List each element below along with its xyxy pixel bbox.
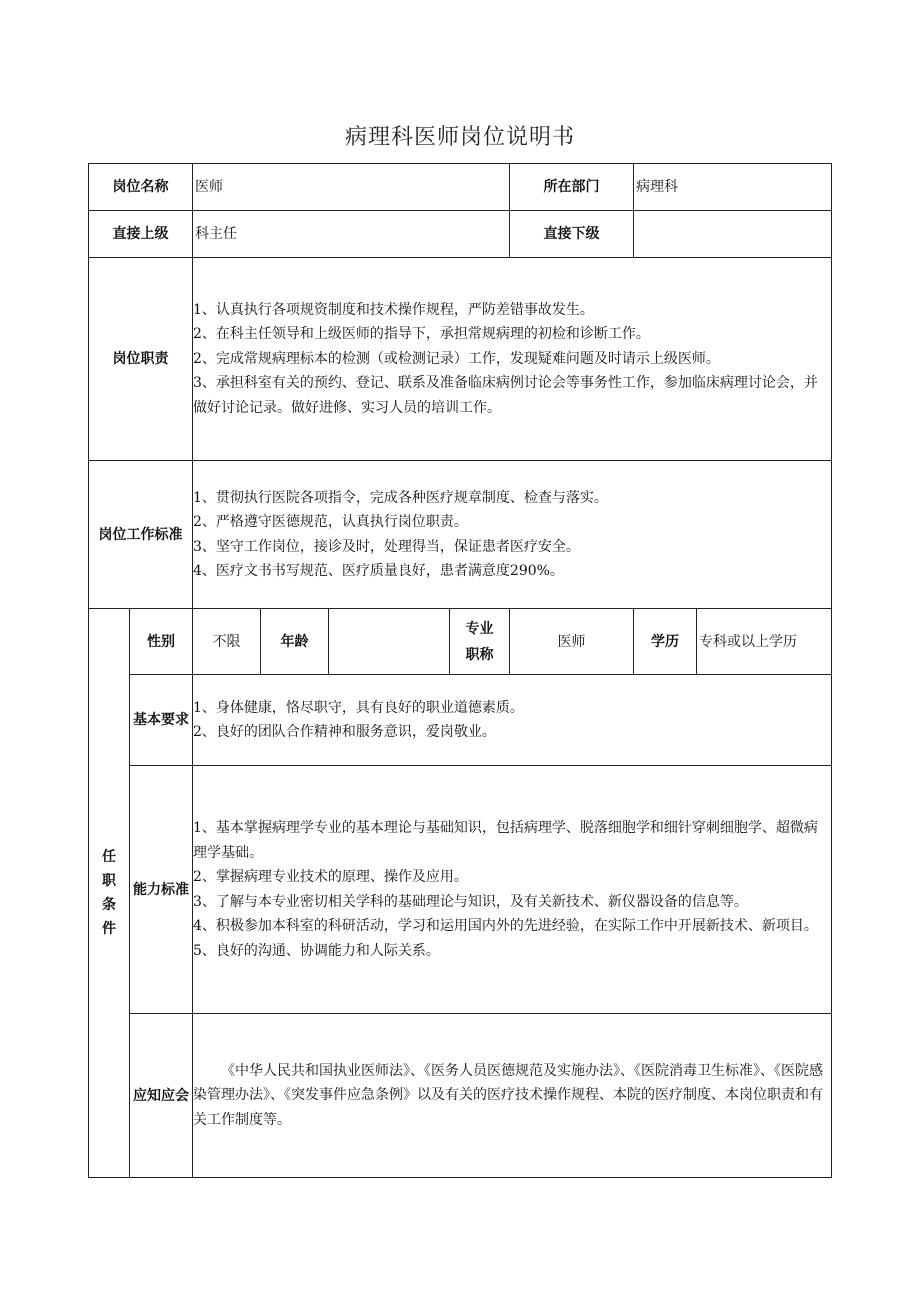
- qualifications-label: 任 职 条 件: [89, 609, 130, 1178]
- duty-item: 3、承担科室有关的预约、登记、联系及准备临床病例讨论会等事务性工作，参加临床病理讨论会，并做好讨论记录。做好进修、实习人员的培训工作。: [193, 375, 818, 416]
- row-duties: [89, 258, 832, 461]
- basic-requirement-item: 1、身体健康，恪尽职守，具有良好的职业道德素质。: [193, 699, 524, 716]
- ability-item: 1、基本掌握病理学专业的基本理论与基础知识，包括病理学、脱落细胞学和细针穿刺细胞学、超微病理学基础。: [193, 820, 818, 861]
- standard-item: 2、严格遵守医德规范，认真执行岗位职责。: [193, 514, 468, 530]
- age-label: 年龄: [261, 609, 329, 675]
- superior-label: 直接上级: [89, 211, 193, 258]
- department-label: 所在部门: [510, 164, 634, 211]
- row-standards: [89, 461, 832, 609]
- basic-requirements-content: [193, 675, 832, 766]
- duty-item: 1、认真执行各项规资制度和技术操作规程，严防差错事故发生。: [193, 301, 594, 318]
- education-value: 专科或以上学历: [697, 609, 832, 675]
- row-ability: [89, 766, 832, 1014]
- standard-item: 4、医疗文书书写规范、医疗质量良好，患者满意度290%。: [193, 563, 564, 579]
- standards-label: 岗位工作标准: [89, 461, 193, 609]
- duty-item: 2、在科主任领导和上级医师的指导下，承担常规病理的初检和诊断工作。: [193, 326, 650, 343]
- row-basic-info: [89, 609, 832, 675]
- ability-item: 2、掌握病理专业技术的原理、操作及应用。: [193, 869, 468, 885]
- age-value: [329, 609, 450, 675]
- department-value: 病理科: [634, 164, 832, 211]
- standard-item: 1、贯彻执行医院各项指令，完成各种医疗规章制度、检查与落实。: [193, 489, 608, 506]
- education-label: 学历: [634, 609, 697, 675]
- knowledge-label: 应知应会: [130, 1014, 193, 1178]
- position-name-value: 医师: [193, 164, 510, 211]
- duty-item: 2、完成常规病理标本的检测（或检测记录）工作，发现疑难问题及时请示上级医师。: [193, 350, 720, 367]
- standards-content: [193, 461, 832, 609]
- duties-label: 岗位职责: [89, 258, 193, 461]
- professional-title-value: 医师: [510, 609, 634, 675]
- standard-item: 3、坚守工作岗位，接诊及时，处理得当，保证患者医疗安全。: [193, 538, 580, 555]
- position-name-label: 岗位名称: [89, 164, 193, 211]
- ability-item: 5、良好的沟通、协调能力和人际关系。: [193, 942, 440, 959]
- row-position-name: [89, 164, 832, 211]
- basic-requirement-item: 2、良好的团队合作精神和服务意识，爱岗敬业。: [193, 724, 496, 740]
- gender-value: 不限: [193, 609, 261, 675]
- basic-requirements-label: 基本要求: [130, 675, 193, 766]
- subordinate-label: 直接下级: [510, 211, 634, 258]
- page-title: 病理科医师岗位说明书: [344, 125, 575, 150]
- ability-item: 3、了解与本专业密切相关学科的基础理论与知识，及有关新技术、新仪器设备的信息等。: [193, 893, 748, 910]
- subordinate-value: [634, 211, 832, 258]
- row-superior: [89, 211, 832, 258]
- knowledge-content: [193, 1014, 832, 1178]
- ability-item: 4、积极参加本科室的科研活动，学习和运用国内外的先进经验，在实际工作中开展新技术、新项目。: [193, 918, 818, 934]
- ability-content: [193, 766, 832, 1014]
- ability-label: 能力标准: [130, 766, 193, 1014]
- row-knowledge: [89, 1014, 832, 1178]
- duties-content: [193, 258, 832, 461]
- professional-title-label: 专业 职称: [450, 609, 510, 675]
- gender-label: 性别: [130, 609, 193, 675]
- superior-value: 科主任: [193, 211, 510, 258]
- job-description-table: [88, 163, 832, 1178]
- knowledge-text: 《中华人民共和国执业医师法》、《医务人员医德规范及实施办法》、《医院消毒卫生标准》、《医院感染管理办法》、《突发事件应急条例》以及有关的医疗技术操作规程、本院的医疗制度、本岗位职责和有关工作制度等。: [193, 1062, 823, 1128]
- row-basic-requirements: [89, 675, 832, 766]
